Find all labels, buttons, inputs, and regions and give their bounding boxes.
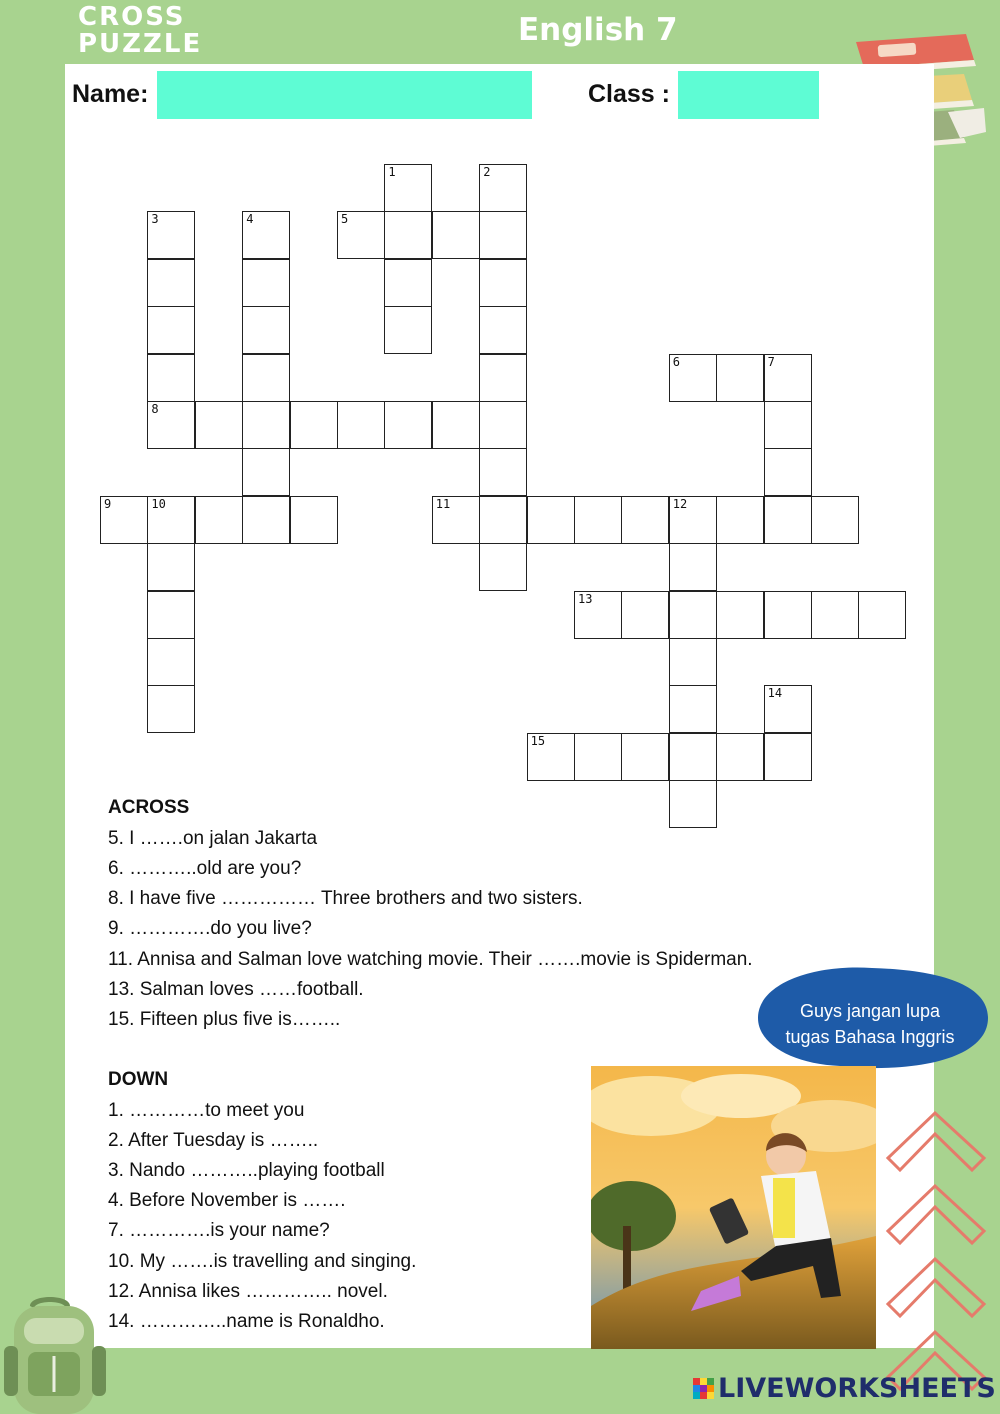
crossword-cell[interactable] xyxy=(384,164,432,212)
clue-number: 10 xyxy=(151,496,166,511)
boy-reading-illustration xyxy=(591,1066,876,1349)
across-clue: 8. I have five …………… Three brothers and two sisters. xyxy=(108,888,583,909)
crossword-cell[interactable] xyxy=(147,638,195,686)
crossword-cell[interactable] xyxy=(479,306,527,354)
crossword-cell[interactable] xyxy=(669,685,717,733)
crossword-cell[interactable] xyxy=(764,354,812,402)
crossword-cell[interactable] xyxy=(384,259,432,307)
crossword-cell[interactable] xyxy=(384,211,432,259)
clue-number: 15 xyxy=(530,733,546,748)
crossword-cell[interactable] xyxy=(479,164,527,212)
clue-number: 1 xyxy=(388,165,396,179)
crossword-cell[interactable] xyxy=(574,591,622,639)
down-clue: 14. …………..name is Ronaldho. xyxy=(108,1311,385,1332)
subject-title: English 7 xyxy=(518,12,678,48)
clue-number: 5 xyxy=(341,212,349,227)
across-clue: 11. Annisa and Salman love watching movie. Their …….movie is Spiderman. xyxy=(108,949,753,970)
crossword-cell[interactable] xyxy=(479,354,527,402)
down-heading: DOWN xyxy=(108,1069,169,1090)
across-clue: 9. ………….do you live? xyxy=(108,918,312,939)
crossword-cell[interactable] xyxy=(479,496,527,544)
crossword-cell[interactable] xyxy=(337,211,385,259)
liveworksheets-logo-icon xyxy=(693,1378,715,1400)
crossword-cell[interactable] xyxy=(716,591,764,639)
bubble-line: tugas Bahasa Inggris xyxy=(785,1027,955,1047)
crossword-cell[interactable] xyxy=(621,591,669,639)
speech-bubble-text xyxy=(762,998,978,1050)
crossword-cell[interactable] xyxy=(479,259,527,307)
clue-number: 2 xyxy=(483,165,491,179)
down-clue: 1. …………to meet you xyxy=(108,1100,305,1121)
clue-number: 14 xyxy=(767,686,783,701)
liveworksheets-brand: LIVEWORKSHEETS xyxy=(718,1373,996,1404)
across-clue: 13. Salman loves ……football. xyxy=(108,979,364,1000)
crossword-cell[interactable] xyxy=(242,448,290,496)
crossword-cell[interactable] xyxy=(716,496,764,544)
clue-number: 6 xyxy=(672,354,681,369)
crossword-cell[interactable] xyxy=(432,496,480,544)
class-label: Class : xyxy=(588,80,670,108)
down-clue: 10. My …….is travelling and singing. xyxy=(108,1251,417,1272)
chevron-up-decoration-icon xyxy=(880,1108,1000,1414)
crossword-cell[interactable] xyxy=(716,354,764,402)
crossword-cell[interactable] xyxy=(764,448,812,496)
bubble-line: Guys jangan lupa xyxy=(799,1001,941,1021)
title-line-puzzle: PUZZLE xyxy=(78,29,203,59)
clue-number: 8 xyxy=(151,402,159,416)
crossword-cell[interactable] xyxy=(669,591,717,639)
crossword-cell[interactable] xyxy=(716,733,764,781)
crossword-cell[interactable] xyxy=(669,638,717,686)
crossword-cell[interactable] xyxy=(147,306,195,354)
crossword-cell[interactable] xyxy=(479,211,527,259)
name-label: Name: xyxy=(72,80,149,108)
crossword-cell[interactable] xyxy=(669,543,717,591)
crossword-cell[interactable] xyxy=(764,591,812,639)
crossword-cell[interactable] xyxy=(432,211,480,259)
crossword-cell[interactable] xyxy=(337,401,385,449)
crossword-cell[interactable] xyxy=(290,496,338,544)
crossword-cell[interactable] xyxy=(100,496,148,544)
crossword-cell[interactable] xyxy=(858,591,906,639)
crossword-cell[interactable] xyxy=(242,211,290,259)
crossword-cell[interactable] xyxy=(669,733,717,781)
crossword-cell[interactable] xyxy=(479,448,527,496)
across-heading: ACROSS xyxy=(108,797,190,818)
crossword-cell[interactable] xyxy=(574,496,622,544)
clue-number: 13 xyxy=(578,591,593,606)
across-clue: 15. Fifteen plus five is…….. xyxy=(108,1009,341,1030)
crossword-cell[interactable] xyxy=(242,259,290,307)
crossword-cell[interactable] xyxy=(242,496,290,544)
crossword-cell[interactable] xyxy=(527,733,575,781)
crossword-cell[interactable] xyxy=(147,591,195,639)
crossword-cell[interactable] xyxy=(574,733,622,781)
crossword-cell[interactable] xyxy=(195,496,243,544)
crossword-cell[interactable] xyxy=(669,780,717,828)
crossword-cell[interactable] xyxy=(384,306,432,354)
crossword-cell[interactable] xyxy=(764,496,812,544)
crossword-cell[interactable] xyxy=(527,496,575,544)
down-clue: 2. After Tuesday is …….. xyxy=(108,1130,319,1151)
clue-number: 7 xyxy=(767,354,775,369)
crossword-cell[interactable] xyxy=(242,354,290,402)
crossword-cell[interactable] xyxy=(147,401,195,449)
crossword-cell[interactable] xyxy=(147,496,195,544)
crossword-cell[interactable] xyxy=(479,543,527,591)
crossword-cell[interactable] xyxy=(195,401,243,449)
crossword-cell[interactable] xyxy=(479,401,527,449)
crossword-cell[interactable] xyxy=(147,685,195,733)
crossword-cell[interactable] xyxy=(147,543,195,591)
crossword-cell[interactable] xyxy=(669,354,717,402)
crossword-cell[interactable] xyxy=(147,211,195,259)
clue-number: 11 xyxy=(435,496,451,511)
crossword-cell[interactable] xyxy=(290,401,338,449)
crossword-cell[interactable] xyxy=(811,591,859,639)
down-clue: 4. Before November is ……. xyxy=(108,1190,346,1211)
crossword-cell[interactable] xyxy=(669,496,717,544)
crossword-cell[interactable] xyxy=(764,733,812,781)
crossword-cell[interactable] xyxy=(384,401,432,449)
crossword-cell[interactable] xyxy=(147,259,195,307)
crossword-cell[interactable] xyxy=(764,401,812,449)
crossword-cell[interactable] xyxy=(764,685,812,733)
down-clue: 3. Nando ………..playing football xyxy=(108,1160,385,1181)
across-clue: 6. ………..old are you? xyxy=(108,858,302,879)
crossword-cell[interactable] xyxy=(432,401,480,449)
crossword-cell[interactable] xyxy=(621,733,669,781)
clue-number: 4 xyxy=(246,212,254,227)
title-line-cross: CROSS xyxy=(78,2,186,32)
clue-number: 12 xyxy=(672,496,688,511)
crossword-cell[interactable] xyxy=(242,306,290,354)
across-clue: 5. I …….on jalan Jakarta xyxy=(108,828,318,849)
crossword-cell[interactable] xyxy=(242,401,290,449)
crossword-cell[interactable] xyxy=(147,354,195,402)
down-clue: 7. ………….is your name? xyxy=(108,1220,330,1241)
crossword-cell[interactable] xyxy=(811,496,859,544)
crossword-cell[interactable] xyxy=(621,496,669,544)
down-clue: 12. Annisa likes ………….. novel. xyxy=(108,1281,388,1302)
clue-number: 9 xyxy=(104,496,112,511)
backpack-icon xyxy=(0,1296,120,1414)
clue-number: 3 xyxy=(151,212,159,227)
